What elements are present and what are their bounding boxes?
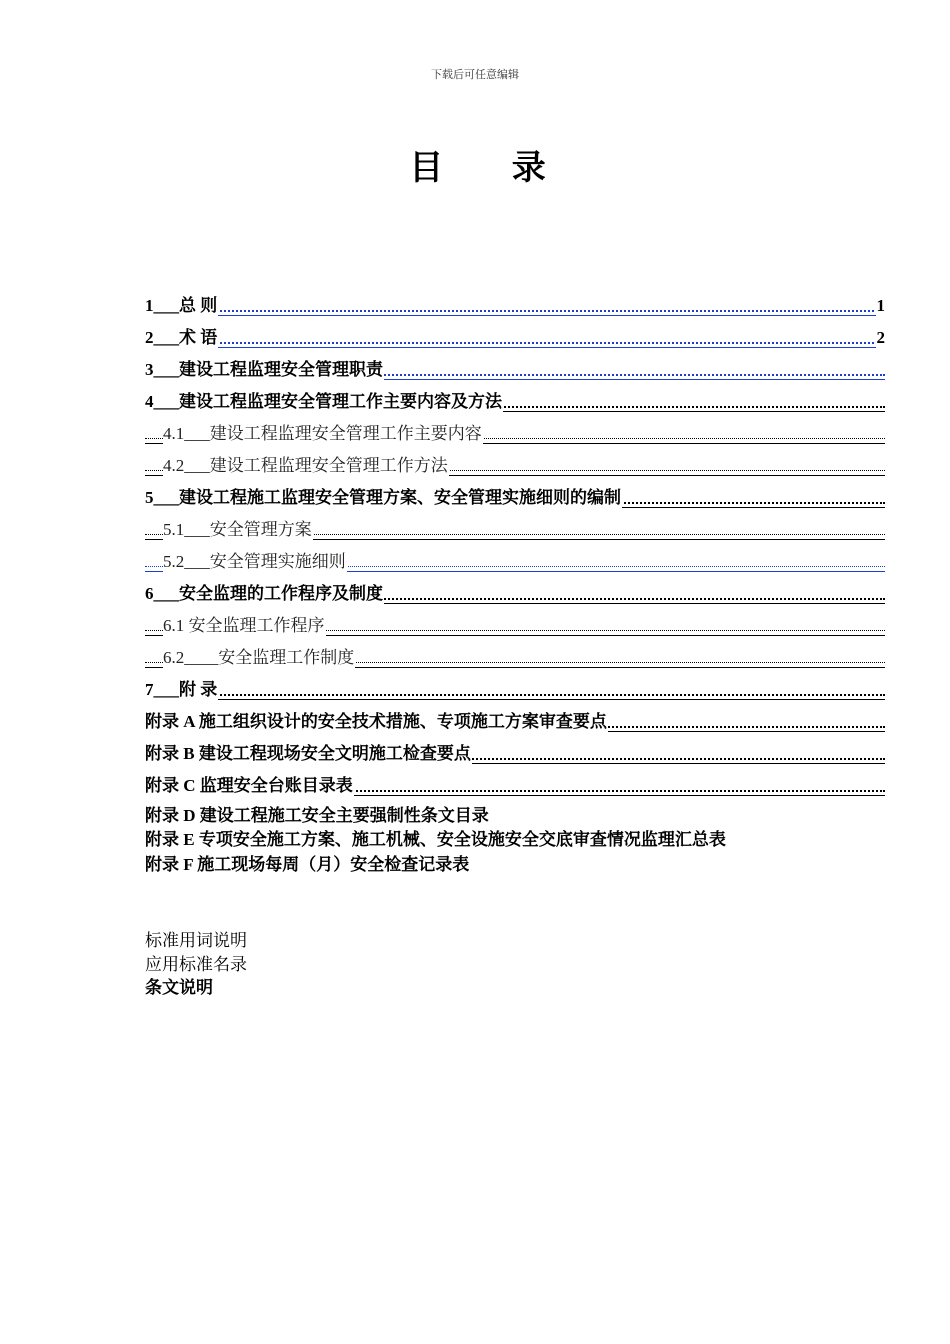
toc-entry[interactable] [145, 356, 885, 388]
page-header-note: 下载后可任意编辑 [431, 69, 519, 81]
toc-entry[interactable] [145, 708, 885, 740]
toc-underline [145, 315, 885, 316]
toc-entry-label: 3___建设工程监理安全管理职责 [145, 356, 384, 384]
toc-leader-dots [145, 342, 885, 344]
toc-entry-label: 5___建设工程施工监理安全管理方案、安全管理实施细则的编制 [145, 484, 622, 512]
toc-entry-page: 2 [876, 324, 886, 352]
standard-terms-note: 标准用词说明 [145, 931, 247, 950]
toc-entry-label: 4.1___建设工程监理安全管理工作主要内容 [163, 420, 483, 448]
toc-entry-label: 附录 A 施工组织设计的安全技术措施、专项施工方案审查要点 [145, 708, 608, 736]
toc-entry-label: 6.1 安全监理工作程序 [163, 612, 326, 640]
toc-leader-dots [145, 310, 885, 312]
toc-entry[interactable] [145, 772, 885, 804]
toc-entry-label: 5.1___安全管理方案 [163, 516, 313, 544]
toc-entry-label: 附录 C 监理安全台账目录表 [145, 772, 354, 800]
toc-entry[interactable] [145, 452, 885, 484]
toc-entry[interactable] [145, 548, 885, 580]
appendix-d: 附录 D 建设工程施工安全主要强制性条文目录 [145, 806, 489, 825]
appendix-e: 附录 E 专项安全施工方案、施工机械、安全设施安全交底审查情况监理汇总表 [145, 830, 726, 849]
toc-entry-label: 4.2___建设工程监理安全管理工作方法 [163, 452, 449, 480]
toc-entry[interactable] [145, 420, 885, 452]
toc-entry[interactable] [145, 324, 885, 356]
toc-entry-label: 2___术 语 [145, 324, 218, 352]
toc-entry[interactable] [145, 516, 885, 548]
toc-entry[interactable] [145, 676, 885, 708]
toc-entry[interactable] [145, 292, 885, 324]
toc-entry-page: 1 [876, 292, 886, 320]
table-of-contents [145, 292, 885, 804]
toc-entry[interactable] [145, 484, 885, 516]
toc-entry-label: 附录 B 建设工程现场安全文明施工检查要点 [145, 740, 472, 768]
toc-entry-label: 5.2___安全管理实施细则 [163, 548, 347, 576]
toc-entry-label: 4___建设工程监理安全管理工作主要内容及方法 [145, 388, 503, 416]
appendix-f: 附录 F 施工现场每周（月）安全检查记录表 [145, 855, 470, 874]
toc-entry[interactable] [145, 740, 885, 772]
toc-leader-dots [145, 694, 885, 696]
toc-entry[interactable] [145, 644, 885, 676]
toc-entry[interactable] [145, 580, 885, 612]
toc-entry-label: 1___总 则 [145, 292, 218, 320]
toc-underline [145, 347, 885, 348]
toc-underline [145, 699, 885, 700]
toc-entry-label: 7___附 录 [145, 676, 218, 704]
toc-entry[interactable] [145, 612, 885, 644]
toc-entry[interactable] [145, 388, 885, 420]
toc-entry-label: 6___安全监理的工作程序及制度 [145, 580, 384, 608]
page-title: 目 录 [409, 150, 576, 187]
referenced-standards-list: 应用标准名录 [145, 955, 247, 974]
toc-entry-label: 6.2____安全监理工作制度 [163, 644, 355, 672]
clause-explanation: 条文说明 [145, 978, 213, 997]
